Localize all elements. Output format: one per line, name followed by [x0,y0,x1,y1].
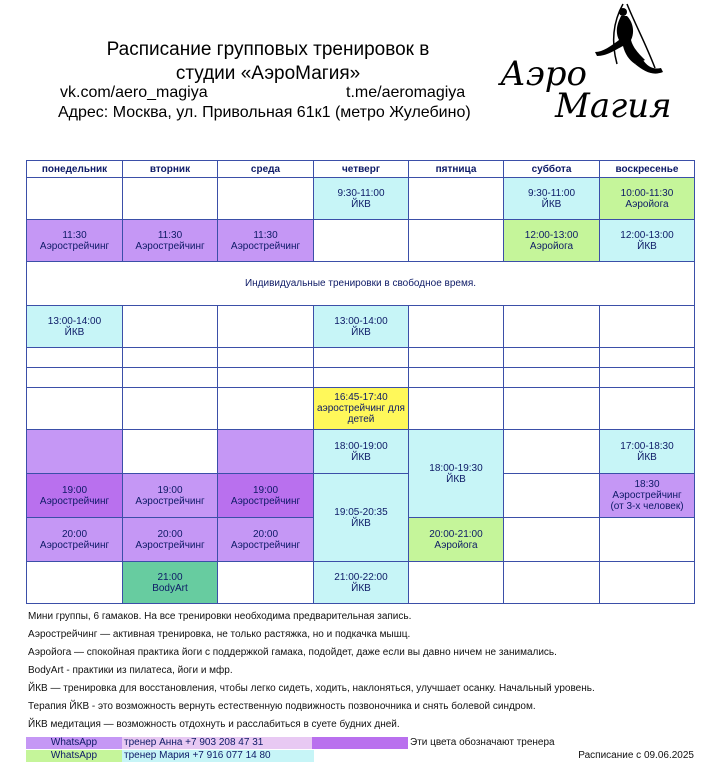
empty-cell [218,348,314,368]
days-header-row [27,161,695,178]
telegram-link[interactable]: t.me/aeromagiya [346,84,466,101]
schedule-row [27,220,695,262]
day-sunday: воскресенье [600,161,695,178]
schedule-table [26,160,695,604]
empty-cell [409,388,504,430]
note-line: Аэройога — спокойная практика йоги с поддержкой гамака, подойдет, даже если вы давно ничем не занимались. [28,647,557,658]
empty-cell [123,430,218,474]
empty-cell [27,562,123,604]
schedule-row [27,430,695,474]
day-saturday: суббота [504,161,600,178]
empty-cell [409,368,504,388]
class-slot[interactable]: 10:00-11:30 Аэройога [600,178,695,220]
title-line-1: Расписание групповых тренировок в [106,39,430,60]
class-slot[interactable]: 21:00 BodyArt [123,562,218,604]
empty-cell [504,368,600,388]
trainer-anna: тренер Анна +7 903 208 47 31 [122,737,314,749]
whatsapp-link-anna[interactable]: WhatsApp [26,737,122,749]
schedule-row [27,474,695,518]
schedule-row [27,306,695,348]
class-slot[interactable]: 21:00-22:00 ЙКВ [314,562,409,604]
day-friday: пятница [409,161,504,178]
class-slot[interactable]: 19:00 Аэрострейчинг [218,474,314,518]
page-title [48,38,488,86]
note-line: ЙКВ медитация — возможность отдохнуть и расслабиться в суете будних дней. [28,719,400,730]
note-line: Мини группы, 6 гамаков. На все тренировки необходима предварительная запись. [28,611,412,622]
schedule-row [27,178,695,220]
legend-row-anna [26,737,706,750]
class-slot[interactable]: 19:05-20:35 ЙКВ [314,474,409,562]
empty-cell [123,178,218,220]
empty-cell [504,474,600,518]
class-slot[interactable]: 18:30 Аэрострейчинг (от 3-х человек) [600,474,695,518]
empty-cell [409,562,504,604]
class-slot[interactable]: 17:00-18:30 ЙКВ [600,430,695,474]
class-slot[interactable]: 13:00-14:00 ЙКВ [314,306,409,348]
legend-explanation: Эти цвета обозначают тренера [410,737,555,748]
note-line: Терапия ЙКВ - это возможность вернуть естественную подвижность позвоночника и снять болевой синдром. [28,701,536,712]
class-slot[interactable]: 18:00-19:00 ЙКВ [314,430,409,474]
day-thursday: четверг [314,161,409,178]
schedule-row [27,562,695,604]
empty-cell [27,388,123,430]
class-slot[interactable]: 19:00 Аэрострейчинг [27,474,123,518]
empty-cell [504,518,600,562]
empty-cell [314,368,409,388]
class-slot[interactable]: 11:30 Аэрострейчинг [27,220,123,262]
empty-cell [409,178,504,220]
class-slot[interactable]: 13:00-14:00 ЙКВ [27,306,123,348]
empty-cell [314,220,409,262]
logo-text-top: Аэро [500,54,588,94]
vk-link[interactable]: vk.com/aero_magiya [60,84,208,101]
trainer-maria: тренер Мария +7 916 077 14 80 [122,750,314,762]
empty-cell [409,348,504,368]
empty-cell [218,368,314,388]
class-slot[interactable]: 12:00-13:00 ЙКВ [600,220,695,262]
class-slot[interactable]: 11:30 Аэрострейчинг [123,220,218,262]
class-slot[interactable]: 16:45-17:40 аэрострейчинг для детей [314,388,409,430]
logo-text-bottom: Магия [555,86,672,126]
title-line-2: студии «АэроМагия» [175,63,361,84]
empty-cell [600,348,695,368]
schedule-row [27,368,695,388]
whatsapp-link-maria[interactable]: WhatsApp [26,750,122,762]
empty-cell [600,388,695,430]
empty-cell [27,430,123,474]
class-slot[interactable]: 20:00-21:00 Аэройога [409,518,504,562]
empty-cell [218,430,314,474]
note-line: Аэрострейчинг — активная тренировка, не только растяжка, но и подкачка мышц. [28,629,411,640]
schedule-row [27,348,695,368]
empty-cell [314,348,409,368]
notes [28,610,708,736]
schedule-row [27,388,695,430]
empty-cell [600,368,695,388]
empty-cell [27,178,123,220]
class-slot[interactable]: 20:00 Аэрострейчинг [218,518,314,562]
class-slot[interactable]: 12:00-13:00 Аэройога [504,220,600,262]
empty-cell [600,306,695,348]
class-slot[interactable]: 20:00 Аэрострейчинг [123,518,218,562]
class-slot[interactable]: 19:00 Аэрострейчинг [123,474,218,518]
empty-cell [123,388,218,430]
class-slot[interactable]: 11:30 Аэрострейчинг [218,220,314,262]
day-tuesday: вторник [123,161,218,178]
schedule-since: Расписание с 09.06.2025 [578,750,694,761]
class-slot[interactable]: 9:30-11:00 ЙКВ [314,178,409,220]
day-monday: понедельник [27,161,123,178]
color-swatch-anna [312,737,408,749]
empty-cell [600,518,695,562]
class-slot[interactable]: 18:00-19:30 ЙКВ [409,430,504,518]
class-slot[interactable]: 20:00 Аэрострейчинг [27,518,123,562]
empty-cell [409,306,504,348]
empty-cell [218,306,314,348]
empty-cell [504,306,600,348]
header [0,0,720,150]
day-wednesday: среда [218,161,314,178]
empty-cell [504,430,600,474]
empty-cell [123,306,218,348]
note-line: ЙКВ — тренировка для восстановления, чтобы легко сидеть, ходить, наклоняться, улучшает осанку. Начальный уровень. [28,683,595,694]
empty-cell [218,562,314,604]
empty-cell [600,562,695,604]
note-line: BodyArt - практики из пилатеса, йоги и мфр. [28,665,233,676]
empty-cell [218,388,314,430]
empty-cell [123,348,218,368]
class-slot[interactable]: 9:30-11:00 ЙКВ [504,178,600,220]
empty-cell [409,220,504,262]
empty-cell [504,348,600,368]
empty-cell [504,388,600,430]
empty-cell [27,368,123,388]
empty-cell [218,178,314,220]
individual-training-note: Индивидуальные тренировки в свободное время. [27,262,695,306]
schedule-row [27,262,695,306]
empty-cell [27,348,123,368]
empty-cell [123,368,218,388]
empty-cell [504,562,600,604]
address: Адрес: Москва, ул. Привольная 61к1 (метро Жулебино) [58,104,471,121]
